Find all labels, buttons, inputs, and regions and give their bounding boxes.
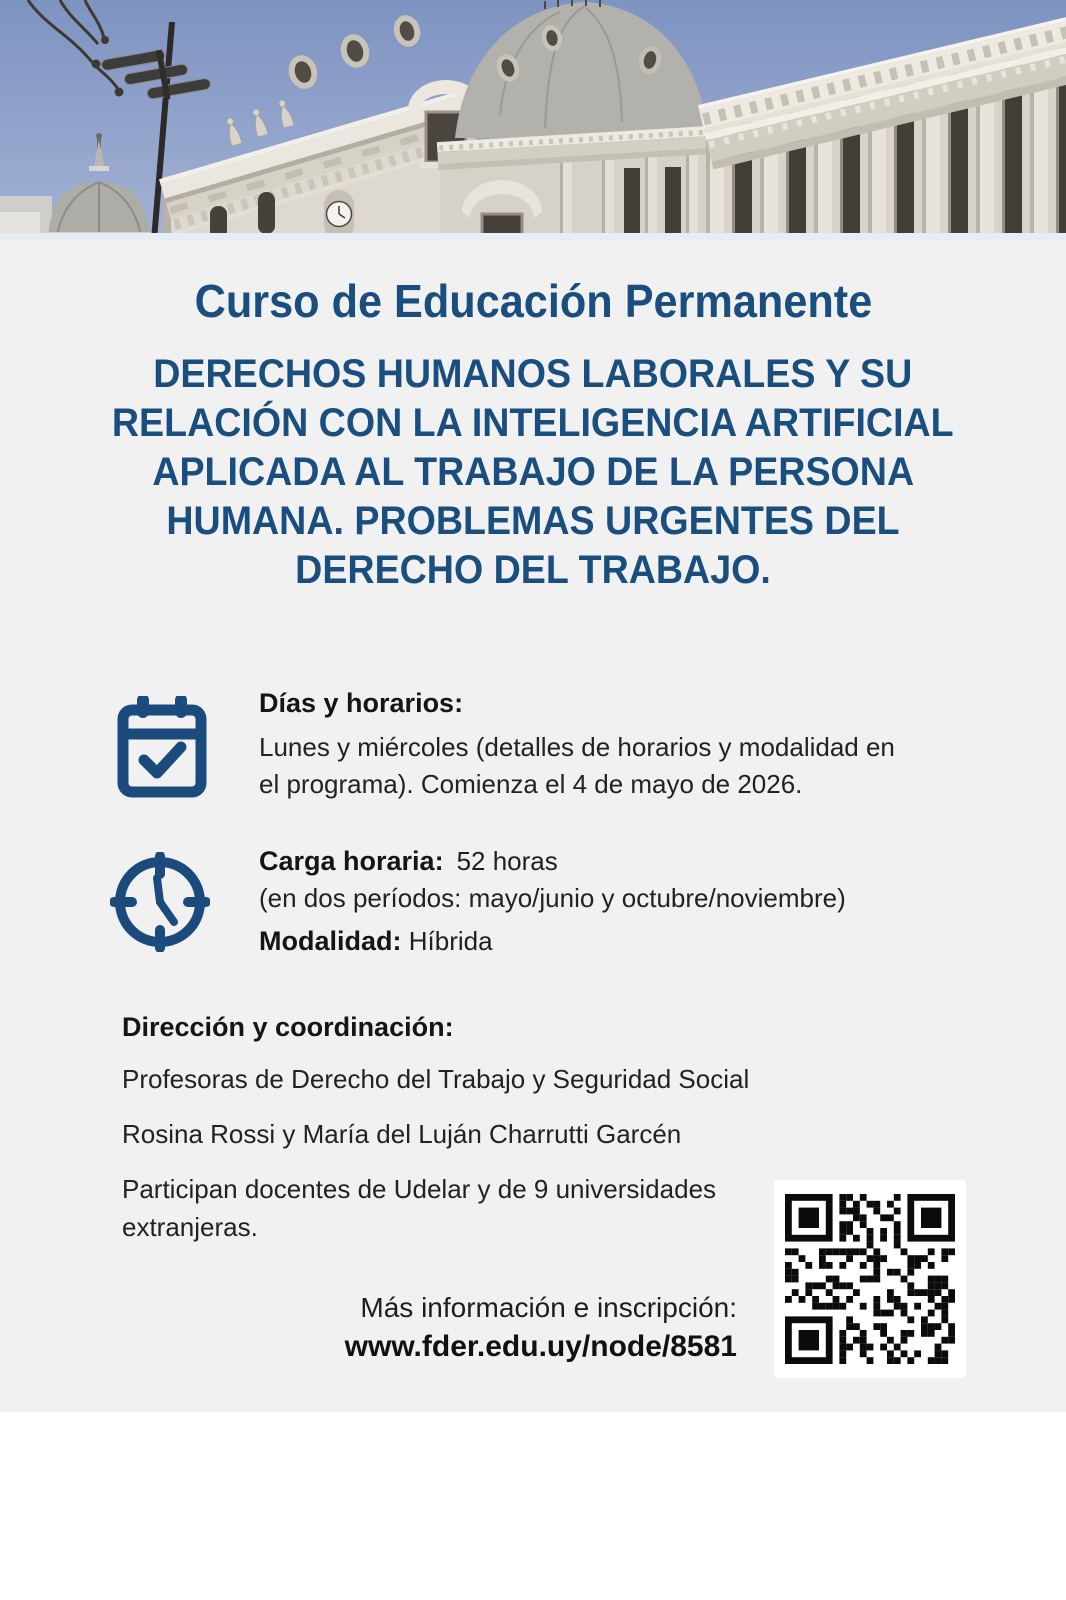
registration-url: www.fder.edu.uy/node/8581: [344, 1330, 737, 1363]
schedule-text: Lunes y miércoles (detalles de horarios y modalidad en el programa). Comienza el 4 de mayo de 2026.: [259, 732, 895, 799]
qr-code-svg: [785, 1194, 955, 1364]
qr-code: [774, 1180, 966, 1378]
photo-bottom-strip: [0, 233, 1066, 240]
modality-label: Modalidad:: [259, 926, 402, 956]
headline-line: RELACIÓN CON LA INTELIGENCIA ARTIFICIAL: [112, 401, 954, 445]
coordination-line: Participan docentes de Udelar y de 9 universidades extranjeras.: [122, 1174, 717, 1242]
workload-periods: (en dos períodos: mayo/junio y octubre/noviembre): [259, 883, 846, 913]
headline-line: DERECHO DEL TRABAJO.: [295, 548, 771, 592]
schedule-section: [259, 688, 919, 803]
headline-line: APLICADA AL TRABAJO DE LA PERSONA: [152, 450, 914, 494]
footer: [0, 1412, 1066, 1600]
workload-section: [259, 843, 939, 957]
calendar-check-icon: [117, 696, 207, 803]
header-photo: [0, 0, 1066, 240]
clock-icon: [110, 852, 210, 957]
headline-line: DERECHOS HUMANOS LABORALES Y SU: [153, 352, 913, 396]
workload-label: Carga horaria:: [259, 846, 444, 876]
more-info-text: Más información e inscripción:: [360, 1292, 737, 1323]
course-headline: [0, 350, 1066, 595]
headline-line: HUMANA. PROBLEMAS URGENTES DEL: [166, 499, 900, 543]
qr-finder-bottom-left: [785, 1316, 833, 1364]
building-photo-illustration: [0, 0, 1066, 240]
qr-finder-top-right: [907, 1194, 955, 1242]
schedule-label: Días y horarios:: [259, 688, 464, 718]
modality-value: Híbrida: [408, 926, 493, 956]
workload-hours: 52 horas: [456, 846, 558, 876]
coordination-line: Rosina Rossi y María del Luján Charrutti Garcén: [122, 1119, 682, 1149]
coordination-line: Profesoras de Derecho del Trabajo y Seguridad Social: [122, 1064, 750, 1094]
qr-finder-top-left: [785, 1194, 833, 1242]
page-title: Curso de Educación Permanente: [194, 275, 872, 327]
coordination-label: Dirección y coordinación:: [122, 1012, 454, 1042]
central-pavilion: [437, 126, 714, 240]
coordination-section: [122, 1012, 782, 1246]
